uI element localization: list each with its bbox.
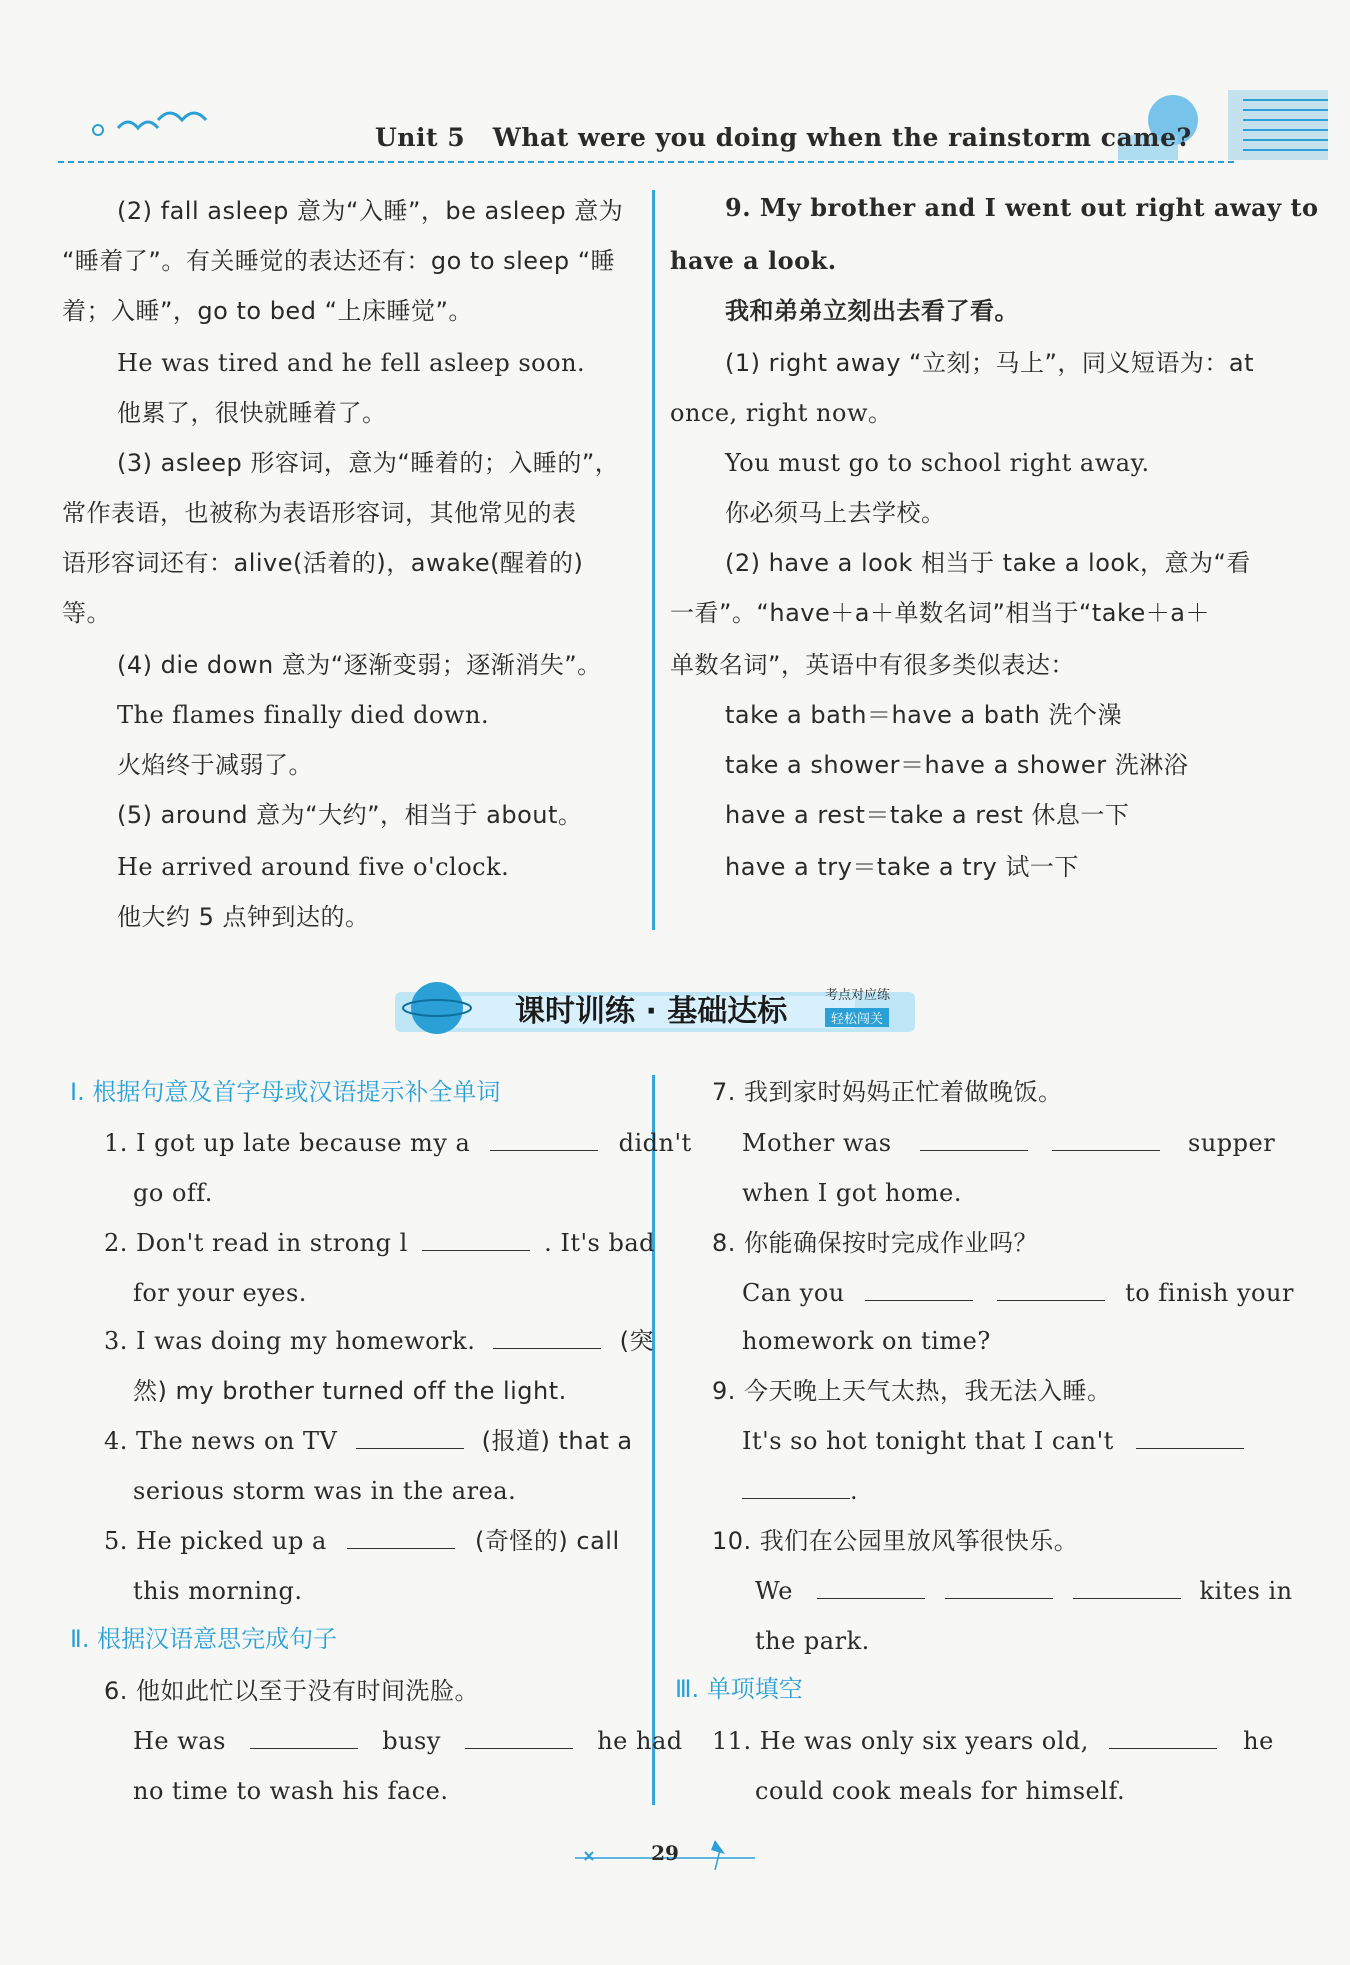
- text-line: (4) die down 意为“逐渐变弱；逐渐消失”。: [117, 651, 602, 679]
- question-10-prompt: 10. 我们在公园里放风筝很快乐。: [712, 1527, 1079, 1555]
- q1-blank[interactable]: [490, 1128, 598, 1151]
- question-7-prompt: 7. 我到家时妈妈正忙着做晚饭。: [712, 1078, 1063, 1106]
- text-line: You must go to school right away.: [725, 449, 1150, 477]
- section-banner: [395, 978, 915, 1044]
- column-divider-top: [652, 190, 655, 930]
- text-line: (2) have a look 相当于 take a look，意为“看: [725, 549, 1251, 577]
- item-translation: 我和弟弟立刻出去看了看。: [725, 297, 1019, 325]
- q5-blank[interactable]: [347, 1526, 455, 1549]
- text-line: when I got home.: [742, 1179, 962, 1207]
- unit-title: What were you doing when the rainstorm came?: [492, 123, 1192, 152]
- text-line: 然) my brother turned off the light.: [133, 1377, 567, 1405]
- q10-blank-1[interactable]: [817, 1576, 925, 1599]
- question-7: [742, 1128, 1275, 1158]
- question-8: [742, 1278, 1294, 1308]
- q9-text-end: .: [850, 1477, 859, 1505]
- q6-blank-2[interactable]: [465, 1726, 573, 1749]
- text-line: take a bath＝have a bath 洗个澡: [725, 701, 1122, 729]
- text-line: 他累了，很快就睡着了。: [117, 399, 387, 427]
- text-line: 常作表语，也被称为表语形容词，其他常见的表: [62, 499, 577, 527]
- q5-text-end: (奇怪的) call: [475, 1527, 620, 1555]
- q7-text-end: supper: [1188, 1129, 1276, 1157]
- question-9-cont: [742, 1476, 858, 1506]
- column-divider-bottom: [652, 1075, 655, 1805]
- q8-text: Can you: [742, 1279, 845, 1307]
- q6-text: He was: [133, 1727, 226, 1755]
- section-heading-2: Ⅱ. 根据汉语意思完成句子: [70, 1625, 338, 1653]
- q7-text: Mother was: [742, 1129, 892, 1157]
- q10-text-end: kites in: [1199, 1577, 1293, 1605]
- text-line: He was tired and he fell asleep soon.: [117, 349, 586, 377]
- text-line: (2) fall asleep 意为“入睡”，be asleep 意为: [117, 197, 624, 225]
- q9-blank-2[interactable]: [742, 1476, 850, 1499]
- text-line: have a rest＝take a rest 休息一下: [725, 801, 1130, 829]
- q5-text: 5. He picked up a: [104, 1527, 327, 1555]
- page-number: 29: [651, 1841, 679, 1865]
- unit-label: Unit 5: [375, 123, 466, 152]
- q2-blank[interactable]: [422, 1228, 530, 1251]
- q11-text: 11. He was only six years old,: [712, 1727, 1089, 1755]
- q3-text-end: (突: [619, 1327, 654, 1355]
- text-line: serious storm was in the area.: [133, 1477, 517, 1505]
- text-line: (5) around 意为“大约”，相当于 about。: [117, 801, 583, 829]
- text-line: 你必须马上去学校。: [725, 499, 946, 527]
- text-line: “睡着了”。有关睡觉的表达还有：go to sleep “睡: [62, 247, 616, 275]
- text-line: 他大约 5 点钟到达的。: [117, 903, 370, 931]
- text-line: go off.: [133, 1179, 213, 1207]
- q8-text-end: to finish your: [1125, 1279, 1294, 1307]
- text-line: He arrived around five o'clock.: [117, 853, 510, 881]
- banner-title: 课时训练 · 基础达标: [515, 994, 788, 1029]
- item-heading: have a look.: [670, 246, 837, 275]
- text-line: (1) right away “立刻；马上”，同义短语为：at: [725, 349, 1255, 377]
- page-footer: [555, 1830, 775, 1874]
- text-line: take a shower＝have a shower 洗淋浴: [725, 751, 1189, 779]
- q7-blank-1[interactable]: [920, 1128, 1028, 1151]
- question-1: [104, 1128, 692, 1158]
- banner-tag-bottom: 轻松闯关: [825, 1008, 889, 1027]
- q4-text-end: (报道) that a: [481, 1427, 633, 1455]
- q8-blank-1[interactable]: [865, 1278, 973, 1301]
- q6-text-end: he had: [597, 1727, 683, 1755]
- q1-text: 1. I got up late because my a: [104, 1129, 471, 1157]
- text-line: the park.: [755, 1627, 870, 1655]
- q7-blank-2[interactable]: [1052, 1128, 1160, 1151]
- q2-text: 2. Don't read in strong l: [104, 1229, 408, 1257]
- question-6: [133, 1726, 683, 1756]
- question-11: [712, 1726, 1274, 1756]
- q11-blank[interactable]: [1109, 1726, 1217, 1749]
- q9-blank-1[interactable]: [1136, 1426, 1244, 1449]
- banner-tag-top: 考点对应练: [825, 988, 891, 1003]
- section-heading-3: Ⅲ. 单项填空: [675, 1675, 803, 1703]
- text-line: could cook meals for himself.: [755, 1777, 1126, 1805]
- q6-blank-1[interactable]: [250, 1726, 358, 1749]
- text-line: 火焰终于减弱了。: [117, 751, 313, 779]
- text-line: The flames finally died down.: [117, 701, 490, 729]
- question-4: [104, 1426, 633, 1456]
- question-6-prompt: 6. 他如此忙以至于没有时间洗脸。: [104, 1677, 480, 1705]
- q3-text: 3. I was doing my homework.: [104, 1327, 476, 1355]
- q4-text: 4. The news on TV: [104, 1427, 338, 1455]
- text-line: 单数名词”，英语中有很多类似表达：: [670, 651, 1075, 679]
- text-line: 语形容词还有：alive(活着的)，awake(醒着的): [62, 549, 584, 577]
- text-line: no time to wash his face.: [133, 1777, 449, 1805]
- section-heading-1: Ⅰ. 根据句意及首字母或汉语提示补全单词: [70, 1078, 501, 1106]
- header-title: [375, 123, 1192, 153]
- question-9-prompt: 9. 今天晚上天气太热，我无法入睡。: [712, 1377, 1112, 1405]
- text-line: for your eyes.: [133, 1279, 307, 1307]
- q3-blank[interactable]: [493, 1326, 601, 1349]
- text-line: homework on time?: [742, 1327, 991, 1355]
- q10-blank-2[interactable]: [945, 1576, 1053, 1599]
- q4-blank[interactable]: [356, 1426, 464, 1449]
- q8-blank-2[interactable]: [997, 1278, 1105, 1301]
- q1-text-end: didn't: [618, 1129, 692, 1157]
- q10-blank-3[interactable]: [1073, 1576, 1181, 1599]
- q10-text: We: [755, 1577, 793, 1605]
- question-10: [755, 1576, 1293, 1606]
- question-3: [104, 1326, 654, 1356]
- question-9: [742, 1426, 1244, 1456]
- item-heading: 9. My brother and I went out right away to: [725, 193, 1319, 222]
- q9-text: It's so hot tonight that I can't: [742, 1427, 1114, 1455]
- q11-text-end: he: [1243, 1727, 1274, 1755]
- question-5: [104, 1526, 620, 1556]
- q6-text-mid: busy: [382, 1727, 441, 1755]
- question-2: [104, 1228, 655, 1258]
- text-line: 着；入睡”，go to bed “上床睡觉”。: [62, 297, 473, 325]
- text-line: this morning.: [133, 1577, 303, 1605]
- q2-text-end: . It's bad: [544, 1229, 656, 1257]
- text-line: once, right now。: [670, 399, 893, 427]
- text-line: (3) asleep 形容词，意为“睡着的；入睡的”，: [117, 449, 620, 477]
- text-line: have a try＝take a try 试一下: [725, 853, 1079, 881]
- question-8-prompt: 8. 你能确保按时完成作业吗？: [712, 1229, 1039, 1257]
- text-line: 等。: [62, 599, 111, 627]
- text-line: 一看”。“have＋a＋单数名词”相当于“take＋a＋: [670, 599, 1210, 627]
